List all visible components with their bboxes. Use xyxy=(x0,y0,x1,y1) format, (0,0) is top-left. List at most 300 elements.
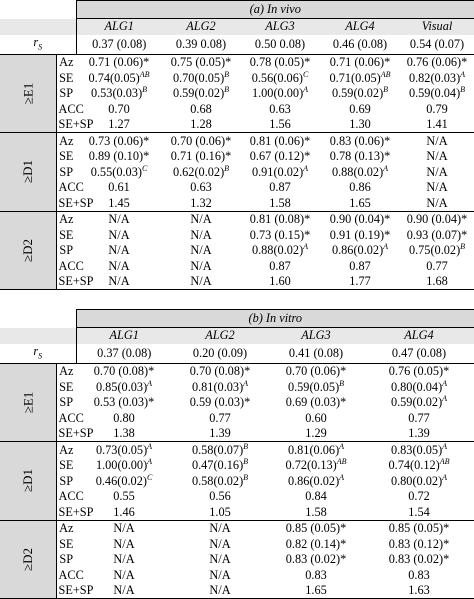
table-cell xyxy=(364,520,474,536)
table-title: (b) In vitro xyxy=(76,310,474,328)
table-cell xyxy=(76,86,162,102)
cell-value: 1.27 xyxy=(108,117,130,132)
rs-value: 0.47 (0.08) xyxy=(364,344,474,364)
metric-label: SE xyxy=(59,379,74,394)
significance-group: AB xyxy=(380,69,391,79)
metric-label: ACC xyxy=(58,180,84,195)
cell-value: 0.86(0.02) xyxy=(331,243,384,258)
cell-value: 0.82 (0.14)* xyxy=(285,536,347,551)
metric-label: ACC xyxy=(58,489,84,504)
table-cell xyxy=(268,504,364,520)
significance-group: A xyxy=(303,163,309,173)
algorithm-header: ALG3 xyxy=(268,328,364,344)
metric-label: ACC xyxy=(58,258,84,273)
cell-value: 1.46 xyxy=(113,504,135,519)
table-cell xyxy=(320,243,400,259)
cell-value: 0.69 (0.03)* xyxy=(285,395,347,410)
rs-value: 0.46 (0.08) xyxy=(320,35,400,55)
cell-value: 0.56 xyxy=(209,489,231,504)
cell-value: N/A xyxy=(108,258,130,273)
cell-value: 0.80(0.02) xyxy=(390,473,443,488)
table-row xyxy=(0,426,474,442)
cell-value: 0.83(0.05) xyxy=(390,442,443,457)
metric-label: SE xyxy=(59,458,74,473)
cell-value: 0.74(0.12) xyxy=(388,458,440,473)
table-cell xyxy=(172,442,268,458)
table-cell xyxy=(162,149,240,165)
metric-label: SE+SP xyxy=(56,274,76,290)
cell-value: 0.73 (0.15)* xyxy=(249,227,311,242)
significance-group: A xyxy=(303,85,309,95)
table-cell xyxy=(320,180,400,196)
cell-value: N/A xyxy=(108,227,130,242)
table-cell xyxy=(76,379,172,395)
table-cell xyxy=(320,227,400,243)
cell-value: 0.91 (0.19)* xyxy=(329,227,391,242)
cell-value: 1.45 xyxy=(108,195,130,210)
cell-value: N/A xyxy=(113,567,135,582)
cell-value: 0.76 (0.05)* xyxy=(388,364,450,379)
table-cell xyxy=(76,164,162,180)
table-cell xyxy=(268,520,364,536)
cell-value: 0.84 xyxy=(305,489,327,504)
cell-value: 0.82(0.03) xyxy=(408,70,461,85)
table-cell xyxy=(240,195,320,211)
metric-label: Az xyxy=(59,55,74,70)
rs-subscript: S xyxy=(38,350,43,360)
table-cell xyxy=(76,489,172,505)
table-row xyxy=(0,117,474,133)
table-cell xyxy=(268,442,364,458)
rs-symbol: $r_S$ xyxy=(33,34,43,51)
table-cell xyxy=(400,54,474,70)
table-row xyxy=(0,70,474,86)
cell-value: 1.39 xyxy=(408,426,430,441)
table-cell xyxy=(172,410,268,426)
metric-label: Az xyxy=(59,133,74,148)
cell-value: 0.77 xyxy=(408,410,430,425)
table-row xyxy=(0,442,474,458)
cell-value: 0.71 (0.06)* xyxy=(88,55,150,70)
table-cell xyxy=(240,101,320,117)
cell-value: 0.60 xyxy=(305,410,327,425)
table-row xyxy=(0,363,474,379)
cell-value: 0.59(0.02) xyxy=(172,86,225,101)
metric-label: SE xyxy=(59,149,74,164)
cell-value: 0.67 (0.12)* xyxy=(249,149,311,164)
table-cell xyxy=(162,54,240,70)
significance-group: B xyxy=(224,163,230,173)
table-cell xyxy=(76,70,162,86)
algorithm-header: Visual xyxy=(400,19,474,35)
table-row xyxy=(0,583,474,599)
algorithm-header: ALG4 xyxy=(320,19,400,35)
cell-value: 0.58(0.07) xyxy=(191,442,244,457)
table-cell xyxy=(172,379,268,395)
table-cell xyxy=(400,101,474,117)
cell-value: 0.71(0.05) xyxy=(329,70,381,85)
table-cell xyxy=(240,180,320,196)
table-cell xyxy=(320,195,400,211)
table-cell xyxy=(76,149,162,165)
table-cell xyxy=(172,489,268,505)
table-cell xyxy=(172,583,268,599)
cell-value: 0.53(0.03) xyxy=(90,86,143,101)
rs-subscript: S xyxy=(38,41,43,51)
group-label: ≥E1 xyxy=(20,82,36,104)
cell-value: 1.05 xyxy=(209,504,231,519)
cell-value: N/A xyxy=(190,227,212,242)
rs-row xyxy=(0,35,474,55)
cell-value: N/A xyxy=(426,149,448,164)
cell-value: N/A xyxy=(113,521,135,536)
table-row xyxy=(0,54,474,70)
rs-row xyxy=(0,344,474,364)
cell-value: N/A xyxy=(190,243,212,258)
table-cell xyxy=(76,473,172,489)
table-cell xyxy=(364,363,474,379)
cell-value: 0.90 (0.04)* xyxy=(406,212,468,227)
table-cell xyxy=(76,227,162,243)
table-cell xyxy=(320,149,400,165)
rs-value: 0.37 (0.08) xyxy=(76,344,172,364)
significance-group: B xyxy=(224,69,230,79)
significance-group: A xyxy=(339,472,345,482)
table-cell xyxy=(400,227,474,243)
rs-label xyxy=(0,344,76,364)
rs-value: 0.37 (0.08) xyxy=(76,35,162,55)
significance-group: B xyxy=(243,457,249,467)
group-label: ≥D2 xyxy=(20,547,36,571)
cell-value: 0.70 (0.06)* xyxy=(285,364,347,379)
table-title: (a) In vivo xyxy=(76,1,474,19)
cell-value: 0.70(0.05) xyxy=(172,70,225,85)
cell-value: N/A xyxy=(209,567,231,582)
table-cell xyxy=(400,211,474,227)
cell-value: 0.86 xyxy=(349,180,371,195)
rs-label xyxy=(0,35,76,55)
table-cell xyxy=(400,243,474,259)
metric-label: SP xyxy=(59,395,74,410)
cell-value: 0.72 xyxy=(408,489,430,504)
table-cell xyxy=(162,86,240,102)
cell-value: N/A xyxy=(108,274,130,289)
group-label: ≥D1 xyxy=(20,160,36,184)
cell-value: N/A xyxy=(426,180,448,195)
table-cell xyxy=(364,489,474,505)
table-cell xyxy=(76,133,162,149)
cell-value: 0.83 (0.02)* xyxy=(285,552,347,567)
table-cell xyxy=(320,70,400,86)
group-label-cell xyxy=(0,520,56,599)
cell-value: 0.83 (0.12)* xyxy=(388,536,450,551)
significance-group: B xyxy=(142,85,148,95)
table-row xyxy=(0,379,474,395)
significance-group: A xyxy=(383,242,389,252)
table-cell xyxy=(162,70,240,86)
cell-value: N/A xyxy=(113,552,135,567)
algorithm-header-row xyxy=(0,328,474,344)
table-cell xyxy=(172,552,268,568)
table-cell xyxy=(400,117,474,133)
cell-value: N/A xyxy=(209,521,231,536)
table-cell xyxy=(76,442,172,458)
table-cell xyxy=(400,164,474,180)
table-cell xyxy=(364,426,474,442)
blank-corner xyxy=(0,1,76,19)
table-cell xyxy=(268,473,364,489)
cell-value: N/A xyxy=(113,536,135,551)
table-row xyxy=(0,86,474,102)
significance-group: A xyxy=(442,441,448,451)
cell-value: N/A xyxy=(113,583,135,598)
cell-value: 0.87 xyxy=(349,258,371,273)
table-cell xyxy=(76,552,172,568)
table-row xyxy=(0,274,474,290)
cell-value: 0.61 xyxy=(108,180,130,195)
table-cell xyxy=(172,520,268,536)
cell-value: 0.70 (0.08)* xyxy=(189,364,251,379)
significance-group: A xyxy=(460,69,466,79)
table-title-row xyxy=(0,1,474,19)
cell-value: N/A xyxy=(426,195,448,210)
table-cell xyxy=(240,258,320,274)
cell-value: 0.74(0.05) xyxy=(88,70,140,85)
table-cell xyxy=(400,274,474,290)
table-cell xyxy=(240,227,320,243)
table-cell xyxy=(76,54,162,70)
table-cell xyxy=(364,379,474,395)
cell-value: 1.00(0.00) xyxy=(95,458,148,473)
table-cell xyxy=(364,442,474,458)
cell-value: 0.90 (0.04)* xyxy=(329,212,391,227)
table-title-row xyxy=(0,310,474,328)
significance-group: C xyxy=(141,163,148,173)
cell-value: 0.83 xyxy=(305,567,327,582)
cell-value: 1.58 xyxy=(269,195,291,210)
table-row xyxy=(0,243,474,259)
cell-value: 0.55(0.03) xyxy=(90,164,142,179)
cell-value: 0.83 xyxy=(408,567,430,582)
table-row xyxy=(0,101,474,117)
cell-value: 0.62(0.02) xyxy=(172,164,225,179)
cell-value: 0.63 xyxy=(190,180,212,195)
table-cell xyxy=(268,426,364,442)
metric-label: Az xyxy=(59,442,74,457)
table-cell xyxy=(364,410,474,426)
table-cell xyxy=(364,473,474,489)
metric-label: SP xyxy=(59,164,74,179)
cell-value: 0.73(0.05) xyxy=(95,442,148,457)
table-cell xyxy=(162,101,240,117)
table-cell xyxy=(76,567,172,583)
cell-value: 0.88(0.02) xyxy=(251,243,304,258)
table-cell xyxy=(172,536,268,552)
cell-value: 0.59(0.02) xyxy=(331,86,384,101)
algorithm-header: ALG2 xyxy=(162,19,240,35)
cell-value: 0.81(0.06) xyxy=(287,442,340,457)
table-cell xyxy=(364,567,474,583)
cell-value: 1.58 xyxy=(305,504,327,519)
rs-value: 0.20 (0.09) xyxy=(172,344,268,364)
metric-label: ACC xyxy=(58,410,84,425)
table-cell xyxy=(162,133,240,149)
significance-group: A xyxy=(243,378,249,388)
significance-group: C xyxy=(146,472,153,482)
cell-value: 0.58(0.02) xyxy=(191,473,244,488)
rs-value: 0.41 (0.08) xyxy=(268,344,364,364)
cell-value: 1.00(0.00) xyxy=(251,86,304,101)
cell-value: 0.86(0.02) xyxy=(287,473,340,488)
table-cell xyxy=(240,149,320,165)
table-cell xyxy=(240,274,320,290)
cell-value: 0.59(0.04) xyxy=(408,86,461,101)
cell-value: 1.41 xyxy=(426,117,448,132)
significance-group: B xyxy=(224,85,230,95)
cell-value: 1.39 xyxy=(209,426,231,441)
table-cell xyxy=(364,504,474,520)
cell-value: 0.81 (0.08)* xyxy=(249,212,311,227)
table-row xyxy=(0,258,474,274)
cell-value: 0.71 (0.06)* xyxy=(329,55,391,70)
cell-value: 0.59 (0.03)* xyxy=(189,395,251,410)
algorithm-header: ALG3 xyxy=(240,19,320,35)
metric-label: Az xyxy=(59,364,74,379)
cell-value: 0.59(0.05) xyxy=(287,379,340,394)
table-row xyxy=(0,458,474,474)
metric-label: SP xyxy=(59,86,74,101)
table-cell xyxy=(268,583,364,599)
table-cell xyxy=(268,458,364,474)
table-cell xyxy=(76,258,162,274)
table-row xyxy=(0,164,474,180)
table-cell xyxy=(240,54,320,70)
cell-value: 0.93 (0.07)* xyxy=(406,227,468,242)
table-cell xyxy=(400,195,474,211)
rs-value: 0.54 (0.07) xyxy=(400,35,474,55)
table-cell xyxy=(364,395,474,411)
group-label-cell xyxy=(0,363,56,442)
metric-label: SE xyxy=(59,536,74,551)
blank-corner xyxy=(0,310,76,328)
table-cell xyxy=(320,133,400,149)
table-cell xyxy=(76,395,172,411)
significance-group: B xyxy=(243,441,249,451)
cell-value: 0.77 xyxy=(426,258,448,273)
cell-value: N/A xyxy=(190,258,212,273)
cell-value: N/A xyxy=(108,243,130,258)
group-label-cell xyxy=(0,442,56,521)
table-cell xyxy=(76,520,172,536)
cell-value: 1.56 xyxy=(269,117,291,132)
table-cell xyxy=(268,410,364,426)
table-row xyxy=(0,489,474,505)
cell-value: N/A xyxy=(426,164,448,179)
table-cell xyxy=(76,180,162,196)
table-cell xyxy=(320,101,400,117)
cell-value: N/A xyxy=(426,133,448,148)
table-cell xyxy=(162,243,240,259)
cell-value: 0.73 (0.06)* xyxy=(88,133,150,148)
cell-value: 0.47(0.16) xyxy=(191,458,244,473)
table-cell xyxy=(240,86,320,102)
table-cell xyxy=(162,164,240,180)
cell-value: 1.65 xyxy=(349,195,371,210)
cell-value: 0.88(0.02) xyxy=(331,164,384,179)
cell-value: 0.76 (0.06)* xyxy=(406,55,468,70)
metric-label: SE+SP xyxy=(56,117,76,133)
cell-value: N/A xyxy=(190,212,212,227)
table-cell xyxy=(172,504,268,520)
cell-value: 0.85 (0.05)* xyxy=(388,521,450,536)
table-cell xyxy=(240,243,320,259)
metric-label: SE+SP xyxy=(56,583,76,599)
table-cell xyxy=(76,410,172,426)
table-cell xyxy=(172,395,268,411)
table-cell xyxy=(240,211,320,227)
cell-value: 1.29 xyxy=(305,426,327,441)
table-cell xyxy=(172,567,268,583)
rs-value: 0.39 0.08) xyxy=(162,35,240,55)
cell-value: 0.70 xyxy=(108,101,130,116)
rs-symbol: $r_S$ xyxy=(33,343,43,360)
significance-group: C xyxy=(302,69,309,79)
cell-value: 0.80(0.04) xyxy=(390,379,443,394)
cell-value: 0.53 (0.03)* xyxy=(93,395,155,410)
significance-group: A xyxy=(442,472,448,482)
cell-value: 1.38 xyxy=(113,426,135,441)
metric-label: SE+SP xyxy=(56,426,76,442)
cell-value: 0.83 (0.02)* xyxy=(388,552,450,567)
cell-value: 0.80 xyxy=(113,410,135,425)
algorithm-header: ALG4 xyxy=(364,328,474,344)
table-cell xyxy=(172,458,268,474)
significance-group: AB xyxy=(139,69,150,79)
cell-value: 0.70 (0.06)* xyxy=(170,133,232,148)
cell-value: 0.85 (0.05)* xyxy=(285,521,347,536)
significance-group: A xyxy=(147,457,153,467)
table-row xyxy=(0,133,474,149)
metric-label: Az xyxy=(59,521,74,536)
table-cell xyxy=(162,227,240,243)
table-cell xyxy=(162,195,240,211)
cell-value: 1.68 xyxy=(426,274,448,289)
significance-group: B xyxy=(243,472,249,482)
cell-value: 1.28 xyxy=(190,117,212,132)
table-cell xyxy=(76,363,172,379)
table-cell xyxy=(240,133,320,149)
table-cell xyxy=(364,536,474,552)
table-cell xyxy=(162,180,240,196)
table-cell xyxy=(320,86,400,102)
metric-label: SP xyxy=(59,243,74,258)
significance-group: B xyxy=(383,85,389,95)
metric-label: SE xyxy=(59,70,74,85)
table-cell xyxy=(320,164,400,180)
table-cell xyxy=(320,54,400,70)
table-cell xyxy=(268,567,364,583)
group-label: ≥D1 xyxy=(20,469,36,493)
significance-group: B xyxy=(339,378,345,388)
table-cell xyxy=(400,70,474,86)
cell-value: 0.89 (0.10)* xyxy=(88,149,150,164)
table-cell xyxy=(172,426,268,442)
table-row xyxy=(0,567,474,583)
cell-value: 0.75(0.02) xyxy=(408,243,461,258)
cell-value: 0.59(0.02) xyxy=(390,395,443,410)
table-row xyxy=(0,520,474,536)
significance-group: A xyxy=(339,441,345,451)
